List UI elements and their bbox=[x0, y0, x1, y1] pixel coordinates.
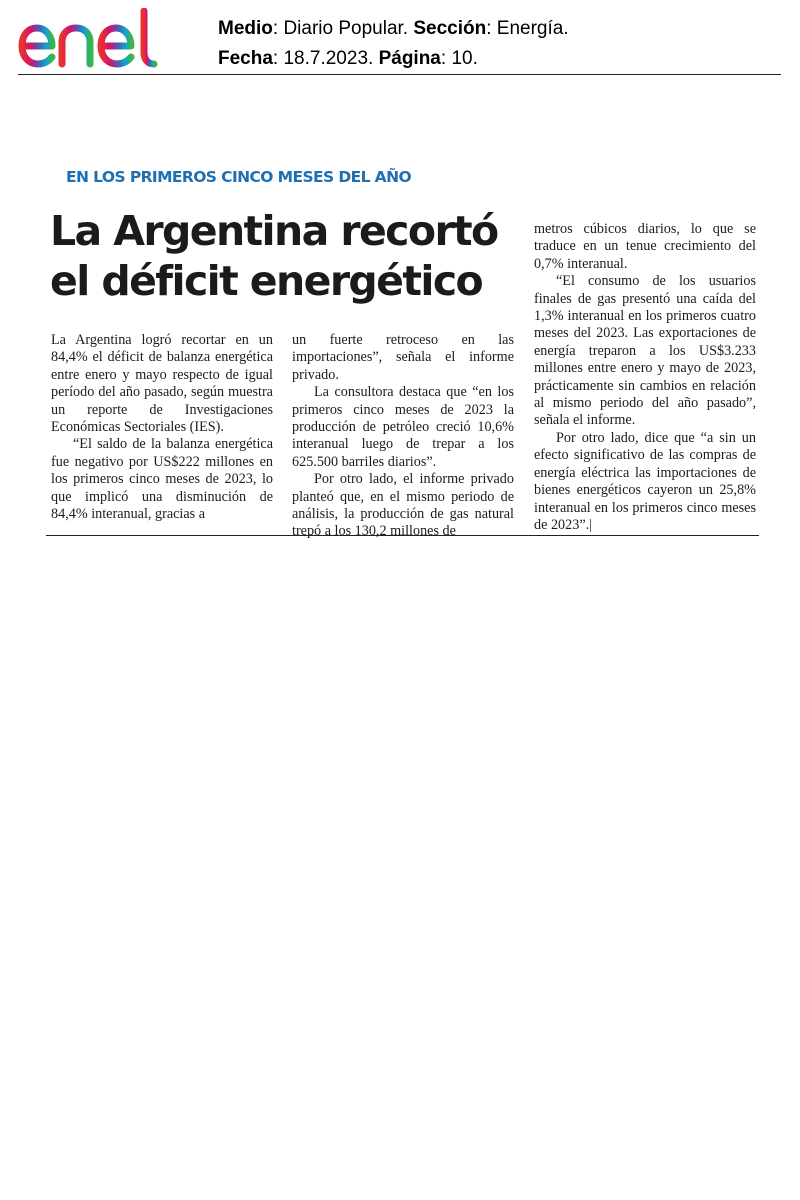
medio-value: : Diario Popular. bbox=[272, 18, 414, 39]
article-bottom-divider bbox=[46, 535, 759, 536]
clipping-metadata bbox=[218, 14, 569, 74]
paragraph: Por otro lado, el informe privado planteó que, en el mismo periodo de análisis, la producción de gas natural trepó a los 130,2 millones de bbox=[292, 471, 514, 540]
pagina-label: Página bbox=[378, 48, 441, 69]
header-divider bbox=[18, 74, 781, 75]
article-headline: La Argentina recortó el déficit energético bbox=[50, 207, 498, 305]
pagina-value: : 10. bbox=[440, 48, 478, 69]
end-mark: | bbox=[589, 516, 593, 533]
article-column-3 bbox=[534, 221, 756, 534]
meta-line-1 bbox=[218, 14, 569, 44]
article-column-2 bbox=[292, 332, 514, 541]
fecha-label: Fecha bbox=[218, 48, 273, 69]
meta-line-2 bbox=[218, 44, 569, 74]
fecha-value: : 18.7.2023. bbox=[272, 48, 379, 69]
paragraph: metros cúbicos diarios, lo que se traduce en un tenue crecimiento del 0,7% interanual. bbox=[534, 221, 756, 272]
paragraph: un fuerte retroceso en las importaciones”, señala el informe privado. bbox=[292, 332, 514, 383]
medio-label: Medio bbox=[218, 18, 273, 39]
seccion-value: : Energía. bbox=[486, 18, 569, 39]
article-kicker: EN LOS PRIMEROS CINCO MESES DEL AÑO bbox=[66, 168, 412, 186]
final-paragraph-text: Por otro lado, dice que “a sin un efecto significativo de las compras de energía eléctrica las importaciones de bienes energéticos cayeron un 25,8% interanual en los primeros cinco meses de 2023”. bbox=[534, 429, 756, 533]
article-column-1 bbox=[51, 332, 273, 523]
seccion-label: Sección bbox=[413, 18, 487, 39]
paragraph: La Argentina logró recortar en un 84,4% el déficit de balanza energética entre enero y mayo respecto de igual período del año pasado, según muestra un reporte de Investigaciones Económicas Sectoriales (IES). bbox=[51, 332, 273, 436]
paragraph: “El saldo de la balanza energética fue negativo por US$222 millones en los primeros cinco meses de 2023, lo que implicó una disminución de 84,4% interanual, gracias a bbox=[51, 436, 273, 523]
paragraph bbox=[534, 430, 756, 534]
enel-logo bbox=[18, 8, 180, 68]
paragraph: “El consumo de los usuarios finales de gas presentó una caída del 1,3% interanual en los primeros cuatro meses del 2023. Las exportaciones de energía treparon a los US$3.233 millones entre enero y mayo de 2023, prácticamente sin cambios en relación al mismo periodo del año pasado”, señala el informe. bbox=[534, 273, 756, 429]
paragraph: La consultora destaca que “en los primeros cinco meses de 2023 la producción de petróleo creció 10,6% interanual luego de trepar a los 625.500 barriles diarios”. bbox=[292, 384, 514, 470]
